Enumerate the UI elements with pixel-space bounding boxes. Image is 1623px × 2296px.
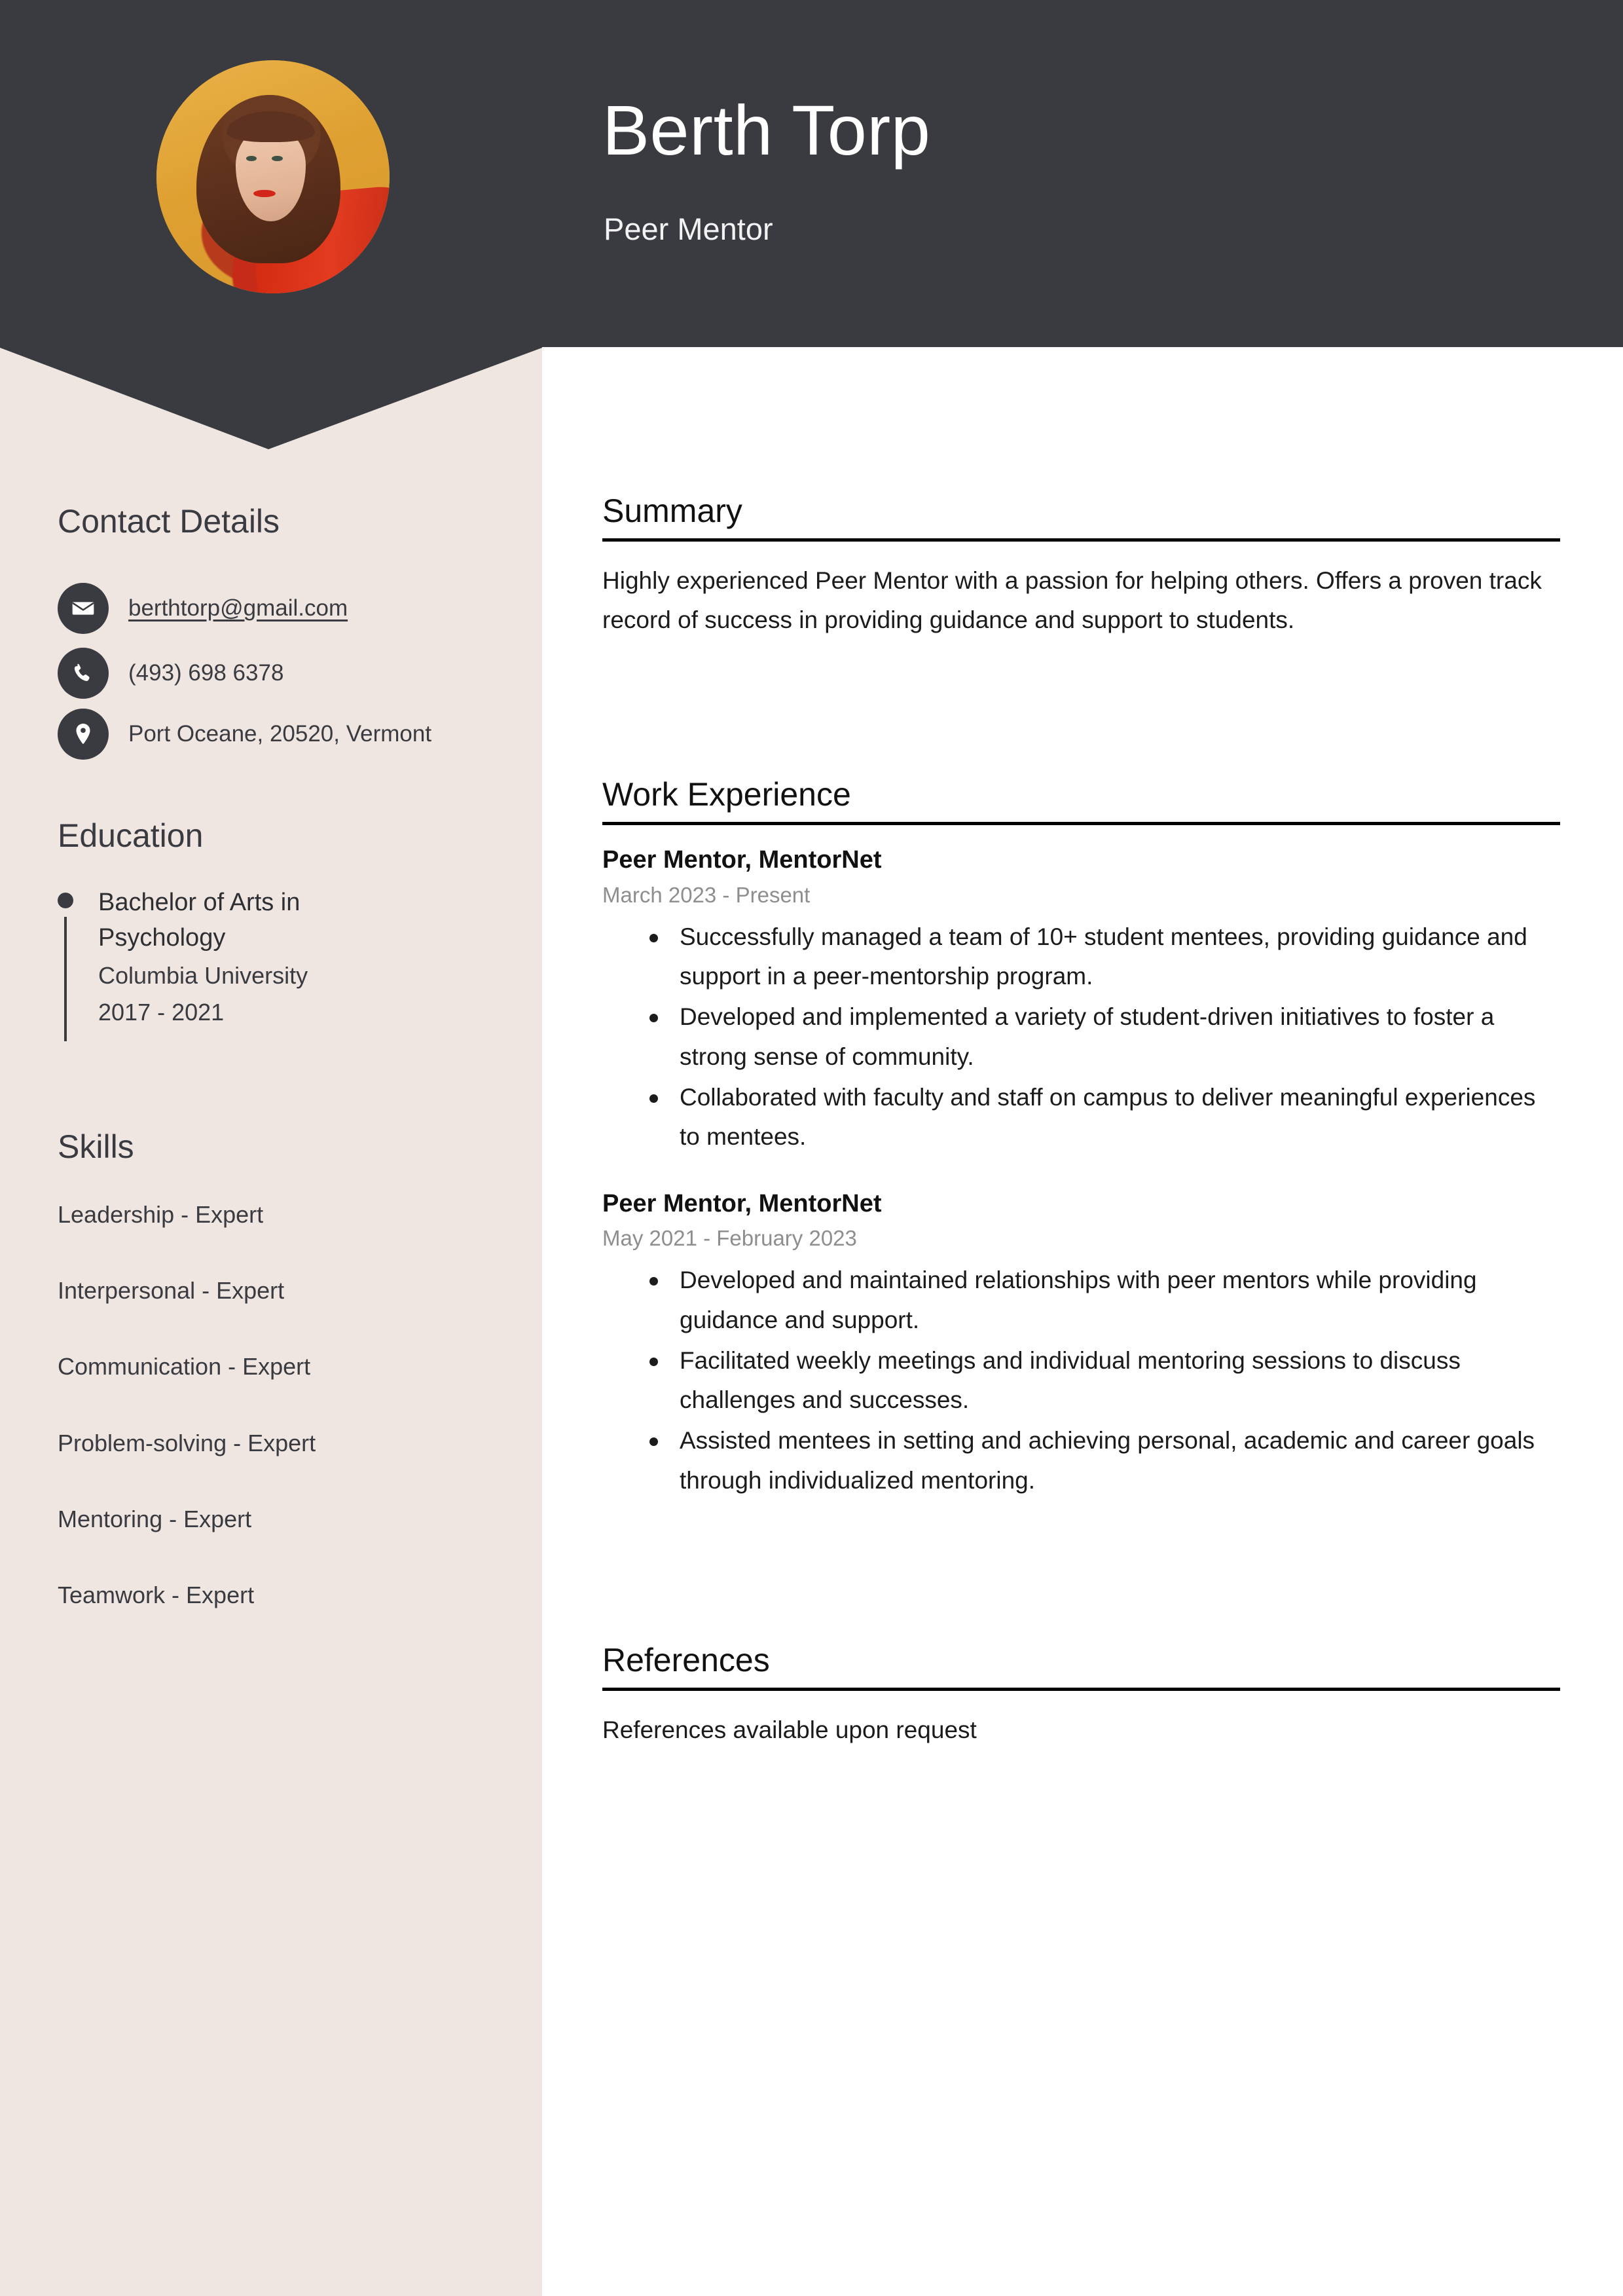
work-experience-heading: Work Experience — [602, 776, 851, 813]
skills-heading: Skills — [58, 1128, 134, 1165]
contact-item-location — [58, 709, 431, 760]
skill-item: Mentoring - Expert — [58, 1505, 252, 1532]
section-work-experience — [602, 776, 1560, 1502]
education-timeline-rule — [64, 917, 67, 1041]
section-summary — [602, 492, 1560, 640]
job-bullet: Assisted mentees in setting and achieving personal, academic and career goals through individualized mentoring. — [680, 1421, 1560, 1500]
skill-item: Teamwork - Expert — [58, 1581, 255, 1608]
job-bullet: Developed and maintained relationships with peer mentors while providing guidance and support. — [680, 1261, 1560, 1340]
email-icon — [58, 583, 109, 634]
work-experience-body — [602, 845, 1560, 1500]
skill-item: Leadership - Expert — [58, 1201, 264, 1228]
skills-list — [58, 1200, 516, 1657]
job-title-company: Peer Mentor, MentorNet — [602, 1189, 882, 1217]
education-degree: Bachelor of Arts in Psychology — [98, 889, 301, 952]
job-title-company: Peer Mentor, MentorNet — [602, 846, 882, 874]
job-bullet: Collaborated with faculty and staff on campus to deliver meaningful experiences to mentees. — [680, 1078, 1560, 1157]
section-references — [602, 1642, 1560, 1750]
job-bullet-list — [602, 917, 1560, 1157]
location-pin-icon — [58, 709, 109, 760]
job-dates: March 2023 - Present — [602, 882, 811, 907]
contact-location-value: Port Oceane, 20520, Vermont — [128, 721, 432, 747]
job-entry — [602, 1189, 1560, 1501]
contact-item-phone[interactable] — [58, 648, 283, 699]
avatar-lips — [253, 190, 276, 197]
references-text: References available upon request — [602, 1716, 977, 1743]
contact-item-email[interactable] — [58, 583, 348, 634]
education-entry — [58, 885, 490, 1029]
education-school: Columbia University — [98, 961, 308, 989]
job-bullet: Facilitated weekly meetings and individual mentoring sessions to discuss challenges and successes. — [680, 1341, 1560, 1420]
candidate-name: Berth Torp — [602, 90, 931, 170]
avatar — [156, 60, 390, 293]
skill-item: Problem-solving - Expert — [58, 1429, 316, 1456]
contact-email-value[interactable]: berthtorp@gmail.com — [128, 595, 348, 621]
skill-item: Interpersonal - Expert — [58, 1277, 285, 1305]
job-bullet: Successfully managed a team of 10+ student mentees, providing guidance and support in a peer-mentorship program. — [680, 917, 1560, 997]
summary-divider — [602, 538, 1560, 542]
candidate-job-title: Peer Mentor — [604, 212, 773, 246]
references-body — [602, 1711, 1560, 1750]
skill-item: Communication - Expert — [58, 1353, 311, 1380]
phone-icon — [58, 648, 109, 699]
references-heading: References — [602, 1642, 770, 1678]
summary-text: Highly experienced Peer Mentor with a passion for helping others. Offers a proven track record of success in providing guidance and support to students. — [602, 567, 1542, 634]
job-entry — [602, 845, 1560, 1157]
education-dates: 2017 - 2021 — [98, 999, 225, 1026]
job-bullet: Developed and implemented a variety of student-driven initiatives to foster a strong sense of community. — [680, 997, 1560, 1077]
references-divider — [602, 1688, 1560, 1691]
education-heading: Education — [58, 817, 204, 854]
work-experience-divider — [602, 822, 1560, 825]
contact-phone-value: (493) 698 6378 — [128, 660, 284, 686]
job-dates: May 2021 - February 2023 — [602, 1226, 857, 1251]
contact-details-heading: Contact Details — [58, 503, 280, 540]
job-bullet-list — [602, 1261, 1560, 1500]
summary-heading: Summary — [602, 492, 742, 529]
education-bullet-icon — [58, 893, 73, 908]
summary-body — [602, 561, 1560, 640]
